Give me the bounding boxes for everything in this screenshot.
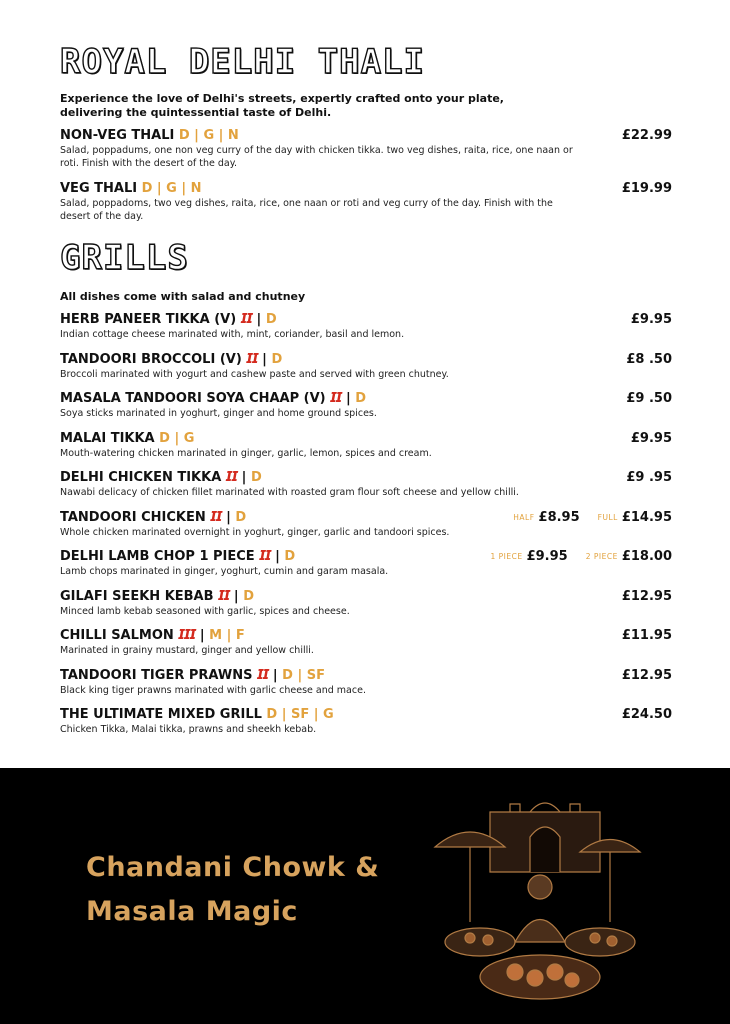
tagline-line-2: Masala Magic — [86, 896, 298, 927]
menu-item — [60, 628, 672, 658]
menu-item — [60, 431, 672, 461]
item-name-line — [60, 707, 672, 723]
item-description: Salad, poppadoms, two veg dishes, raita, rice, one naan or roti and veg curry of the day. Finish with the desert of the day. — [60, 198, 553, 222]
menu-item — [60, 128, 672, 170]
menu-item — [60, 589, 672, 619]
separator: | — [341, 391, 356, 406]
allergen-tags: D | G | N — [178, 128, 239, 143]
item-price: £12.95 — [621, 588, 672, 604]
separator: | — [268, 667, 283, 683]
tagline-line-1: Chandani Chowk & — [86, 852, 380, 883]
item-name: TANDOORI CHICKEN — [60, 509, 211, 525]
item-name-line — [60, 181, 672, 197]
allergen-tags: D — [265, 312, 277, 327]
menu-item — [60, 549, 672, 579]
item-name: TANDOORI TIGER PRAWNS — [60, 667, 257, 683]
item-description: Marinated in grainy mustard, ginger and yellow chilli. — [60, 645, 314, 656]
menu-item — [60, 668, 672, 698]
footer-banner — [0, 768, 730, 1024]
separator: | — [195, 628, 210, 643]
allergen-tags: D — [284, 549, 296, 564]
item-name: DELHI CHICKEN TIKKA — [60, 470, 226, 485]
market-illustration — [430, 792, 650, 1012]
item-price: £9.95 — [630, 430, 672, 446]
item-name-line — [60, 431, 672, 447]
separator: | — [229, 588, 244, 604]
menu-item — [60, 510, 672, 540]
section-title-thali: ROYAL DELHI THALI — [60, 42, 425, 82]
allergen-tags: D | SF | G — [266, 707, 334, 722]
allergen-tags: D | G | N — [141, 181, 202, 196]
item-name: THE ULTIMATE MIXED GRILL — [60, 707, 267, 722]
chili-icon: 𝙄𝙄 — [218, 588, 230, 604]
item-price: £9 .95 — [626, 470, 672, 485]
item-name: HERB PANEER TIKKA (V) — [60, 312, 241, 327]
item-description: Indian cottage cheese marinated with, mint, coriander, basil and lemon. — [60, 329, 405, 340]
item-price: £24.50 — [621, 707, 672, 722]
item-price: £19.99 — [621, 181, 672, 196]
item-price — [490, 549, 672, 564]
item-name-line — [60, 668, 672, 684]
price-label: 2 PIECE — [585, 552, 618, 561]
section-title-grills: GRILLS — [60, 238, 189, 278]
price-value: £9.95 — [526, 549, 568, 564]
item-description: Whole chicken marinated overnight in yoghurt, ginger, garlic and tandoori spices. — [60, 526, 450, 538]
item-description: Chicken Tikka, Malai tikka, prawns and sheekh kebab. — [60, 724, 317, 735]
chili-icon: 𝙄𝙄 — [259, 549, 271, 564]
allergen-tags: D — [235, 509, 247, 525]
item-description: Broccoli marinated with yogurt and cashew paste and served with green chutney. — [60, 368, 449, 380]
item-name: NON-VEG THALI — [60, 128, 179, 143]
item-name: GILAFI SEEKH KEBAB — [60, 588, 219, 604]
chili-icon: 𝙄𝙄𝙄 — [178, 628, 196, 643]
allergen-tags: D — [271, 351, 283, 367]
grills-intro: All dishes come with salad and chutney — [60, 290, 306, 303]
allergen-tags: D — [355, 391, 367, 406]
menu-item — [60, 707, 672, 737]
item-name: CHILLI SALMON — [60, 628, 179, 643]
chili-icon: 𝙄𝙄 — [240, 312, 253, 327]
allergen-tags: D | G — [159, 430, 195, 446]
chili-icon: 𝙄𝙄 — [256, 667, 269, 683]
item-price: £11.95 — [621, 628, 672, 643]
item-name: MASALA TANDOORI SOYA CHAAP (V) — [60, 391, 331, 406]
separator: | — [270, 549, 285, 564]
menu-item — [60, 391, 672, 421]
price-value: £18.00 — [621, 549, 672, 564]
item-name: DELHI LAMB CHOP 1 PIECE — [60, 549, 260, 564]
allergen-tags: D — [243, 588, 255, 604]
item-name-line — [60, 312, 672, 328]
price-value: £14.95 — [621, 509, 672, 525]
item-name: TANDOORI BROCCOLI (V) — [60, 351, 247, 367]
item-name: MALAI TIKKA — [60, 430, 160, 446]
item-price — [513, 510, 672, 525]
item-name-line — [60, 391, 672, 407]
item-price: £12.95 — [621, 667, 672, 683]
item-price: £9.95 — [630, 312, 672, 327]
separator: | — [221, 509, 236, 525]
item-name-line — [60, 628, 672, 644]
price-label: HALF — [513, 512, 535, 522]
thali-intro: Experience the love of Delhi's streets, expertly crafted onto your plate, delivering the quintessential taste of Delhi. — [60, 92, 504, 119]
item-description: Salad, poppadums, one non veg curry of the day with chicken tikka. two veg dishes, raita, rice, one naan or roti. Finish with the desert of the day. — [60, 145, 573, 169]
chili-icon: 𝙄𝙄 — [246, 351, 258, 367]
price-label: FULL — [597, 512, 618, 522]
item-description: Black king tiger prawns marinated with garlic cheese and mace. — [60, 684, 366, 696]
separator: | — [252, 312, 266, 327]
allergen-tags: D | SF — [282, 667, 325, 683]
item-name-line — [60, 589, 672, 605]
allergen-tags: M | F — [209, 628, 245, 643]
item-description: Mouth-watering chicken marinated in ginger, garlic, lemon, spices and cream. — [60, 447, 432, 459]
item-price: £8 .50 — [626, 351, 672, 367]
item-description: Minced lamb kebab seasoned with garlic, spices and cheese. — [60, 605, 350, 617]
menu-item — [60, 470, 672, 500]
chili-icon: 𝙄𝙄 — [210, 509, 222, 525]
separator: | — [257, 351, 272, 367]
item-name-line — [60, 128, 672, 144]
footer-tagline — [86, 846, 379, 934]
item-name-line — [60, 470, 672, 486]
item-price: £9 .50 — [626, 391, 672, 406]
menu-item — [60, 181, 672, 223]
menu-item — [60, 352, 672, 382]
chili-icon: 𝙄𝙄 — [225, 470, 238, 485]
item-name: VEG THALI — [60, 181, 142, 196]
allergen-tags: D — [250, 470, 262, 485]
item-description: Lamb chops marinated in ginger, yoghurt, cumin and garam masala. — [60, 566, 389, 577]
menu-item — [60, 312, 672, 342]
price-label: 1 PIECE — [490, 552, 523, 561]
item-description: Soya sticks marinated in yoghurt, ginger and home ground spices. — [60, 408, 377, 419]
chili-icon: 𝙄𝙄 — [330, 391, 342, 406]
item-description: Nawabi delicacy of chicken fillet marinated with roasted gram flour soft cheese and yellow chilli. — [60, 487, 519, 498]
item-price: £22.99 — [621, 128, 672, 143]
separator: | — [237, 470, 251, 485]
item-name-line — [60, 352, 672, 368]
price-value: £8.95 — [538, 509, 580, 525]
